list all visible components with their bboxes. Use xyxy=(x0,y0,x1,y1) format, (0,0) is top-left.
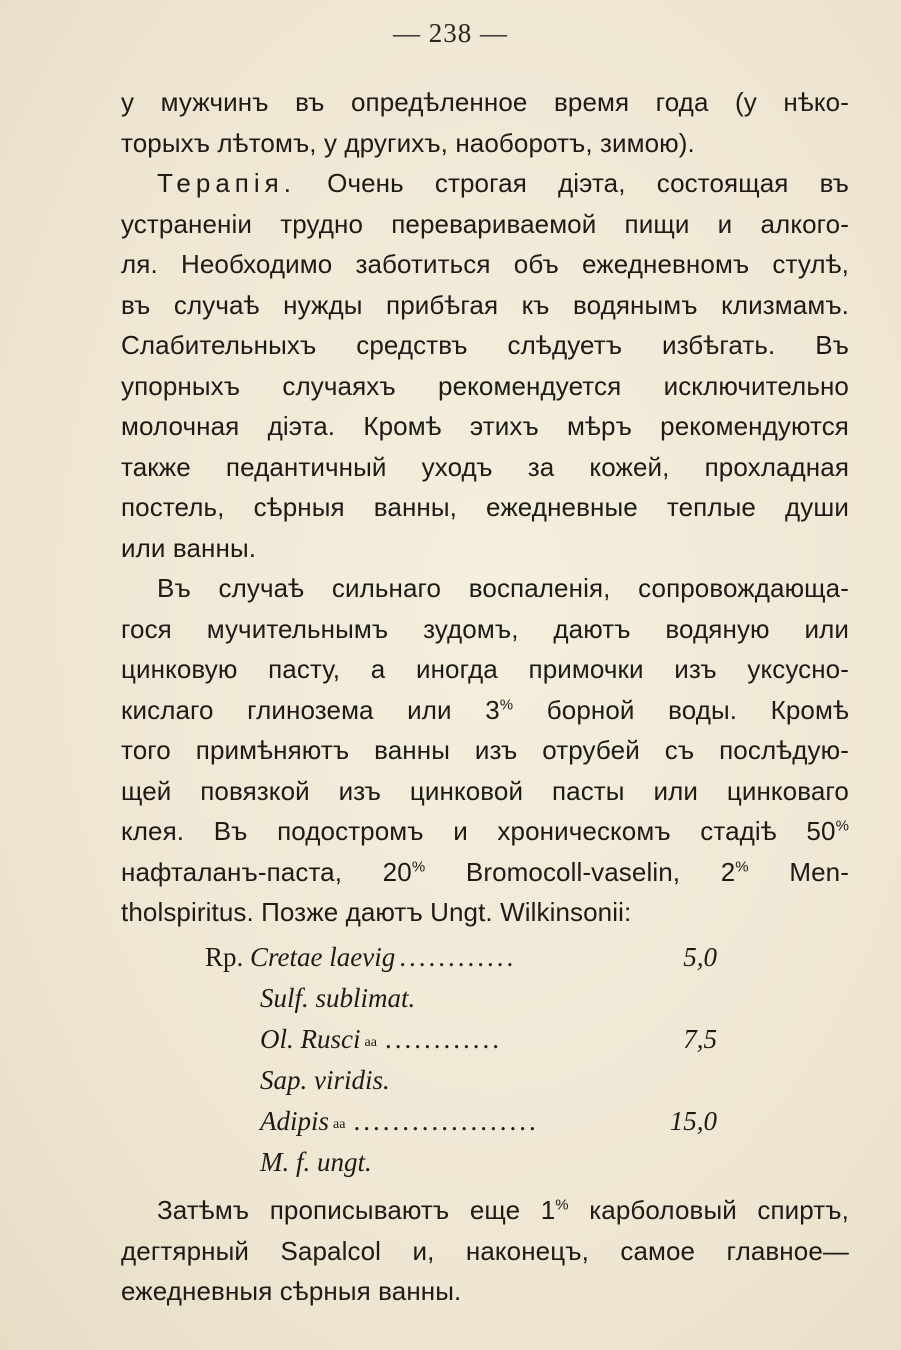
ana-symbol: aa xyxy=(364,1035,377,1050)
closing-line-2: дегтярный Sapalcol и, наконецъ, самое главное— xyxy=(121,1235,849,1266)
ingredient-amount: 7,5 xyxy=(683,1024,717,1054)
leader-dots: ................... xyxy=(353,1106,539,1136)
text-line-6: въ случаѣ нужды прибѣгая къ водянымъ клизмамъ. xyxy=(121,289,849,320)
ingredient-name: Sap. viridis. xyxy=(260,1065,390,1095)
ingredient-name: Sulf. sublimat. xyxy=(260,983,416,1013)
percent-sign: % xyxy=(735,857,749,875)
text-line-7: Слабительныхъ средствъ слѣдуетъ избѣгать. Въ xyxy=(121,330,849,360)
text-line-5: ля. Необходимо заботиться объ ежедневномъ стулѣ, xyxy=(121,249,849,279)
recipe-line xyxy=(205,1101,725,1142)
leader-dots: ............ xyxy=(384,1024,502,1054)
ingredient-name: Cretae laevig xyxy=(250,942,396,972)
text-line-9: молочная діэта. Кромѣ этихъ мѣръ рекомендуются xyxy=(121,411,849,441)
ingredient-amount: 15,0 xyxy=(669,1106,717,1136)
therapy-heading: Терапія. xyxy=(157,168,296,198)
text-line-13: Въ случаѣ сильнаго воспаленія, сопровождающа- xyxy=(157,573,849,603)
therapy-line xyxy=(121,163,849,204)
text-line-21: tholspiritus. Позже даютъ Ungt. Wilkinsonii: xyxy=(121,897,632,927)
text-line-14: гося мучительнымъ зудомъ, даютъ водяную или xyxy=(121,613,849,644)
ingredient-name: M. f. ungt. xyxy=(260,1147,372,1177)
closing-paragraph xyxy=(121,1190,849,1312)
leader-dots: ............ xyxy=(399,942,517,972)
text-line-8: упорныхъ случаяхъ рекомендуется исключительно xyxy=(121,370,849,401)
closing-line-1: Затѣмъ прописываютъ еще 1% карболовый спиртъ, xyxy=(157,1195,849,1225)
recipe-line xyxy=(205,1060,725,1101)
text-line-2: торыхъ лѣтомъ, у другихъ, наоборотъ, зимою). xyxy=(121,127,695,158)
text-line-12: или ванны. xyxy=(121,532,257,563)
percent-sign: % xyxy=(835,817,849,835)
recipe-line xyxy=(205,937,725,978)
recipe-line xyxy=(205,978,725,1019)
therapy-text: Очень строгая діэта, состоящая въ xyxy=(295,168,849,198)
recipe-rp: Rp. xyxy=(205,942,244,972)
percent-sign: % xyxy=(555,1196,569,1214)
ingredient-name: Ol. Rusci xyxy=(260,1024,361,1054)
text-line-16: кислаго глинозема или 3% борной воды. Кромѣ xyxy=(121,694,850,725)
text-line-18: щей повязкой изъ цинковой пасты или цинковаго xyxy=(121,775,849,806)
text-line-10: также педантичный уходъ за кожей, прохладная xyxy=(121,451,849,482)
recipe-line xyxy=(205,1019,725,1060)
text-line-4: устраненіи трудно перевариваемой пищи и алкого- xyxy=(121,208,849,239)
prescription xyxy=(205,937,725,1183)
text-line-19: клея. Въ подостромъ и хроническомъ стадіѣ 50% xyxy=(121,816,849,846)
text-line-15: цинковую пасту, а иногда примочки изъ уксусно- xyxy=(121,654,849,684)
page-number: — 238 — xyxy=(393,18,508,48)
closing-line-3: ежедневныя сѣрныя ванны. xyxy=(121,1276,462,1306)
ingredient-name: Adipis xyxy=(260,1106,330,1136)
text-line-11: постель, сѣрныя ванны, ежедневные теплые души xyxy=(121,492,849,522)
text-line-20: нафталанъ-паста, 20% Bromocoll-vaselin, 2% Men- xyxy=(121,856,849,887)
percent-sign: % xyxy=(411,857,426,875)
text-line-17: того примѣняютъ ванны изъ отрубей съ послѣдую- xyxy=(121,735,849,765)
ana-symbol: aa xyxy=(333,1117,346,1132)
percent-sign: % xyxy=(499,695,514,713)
text-line-1: у мужчинъ въ опредѣленное время года (у нѣко- xyxy=(121,87,849,117)
ingredient-amount: 5,0 xyxy=(683,942,717,972)
main-text xyxy=(121,82,849,933)
recipe-line xyxy=(205,1142,725,1183)
